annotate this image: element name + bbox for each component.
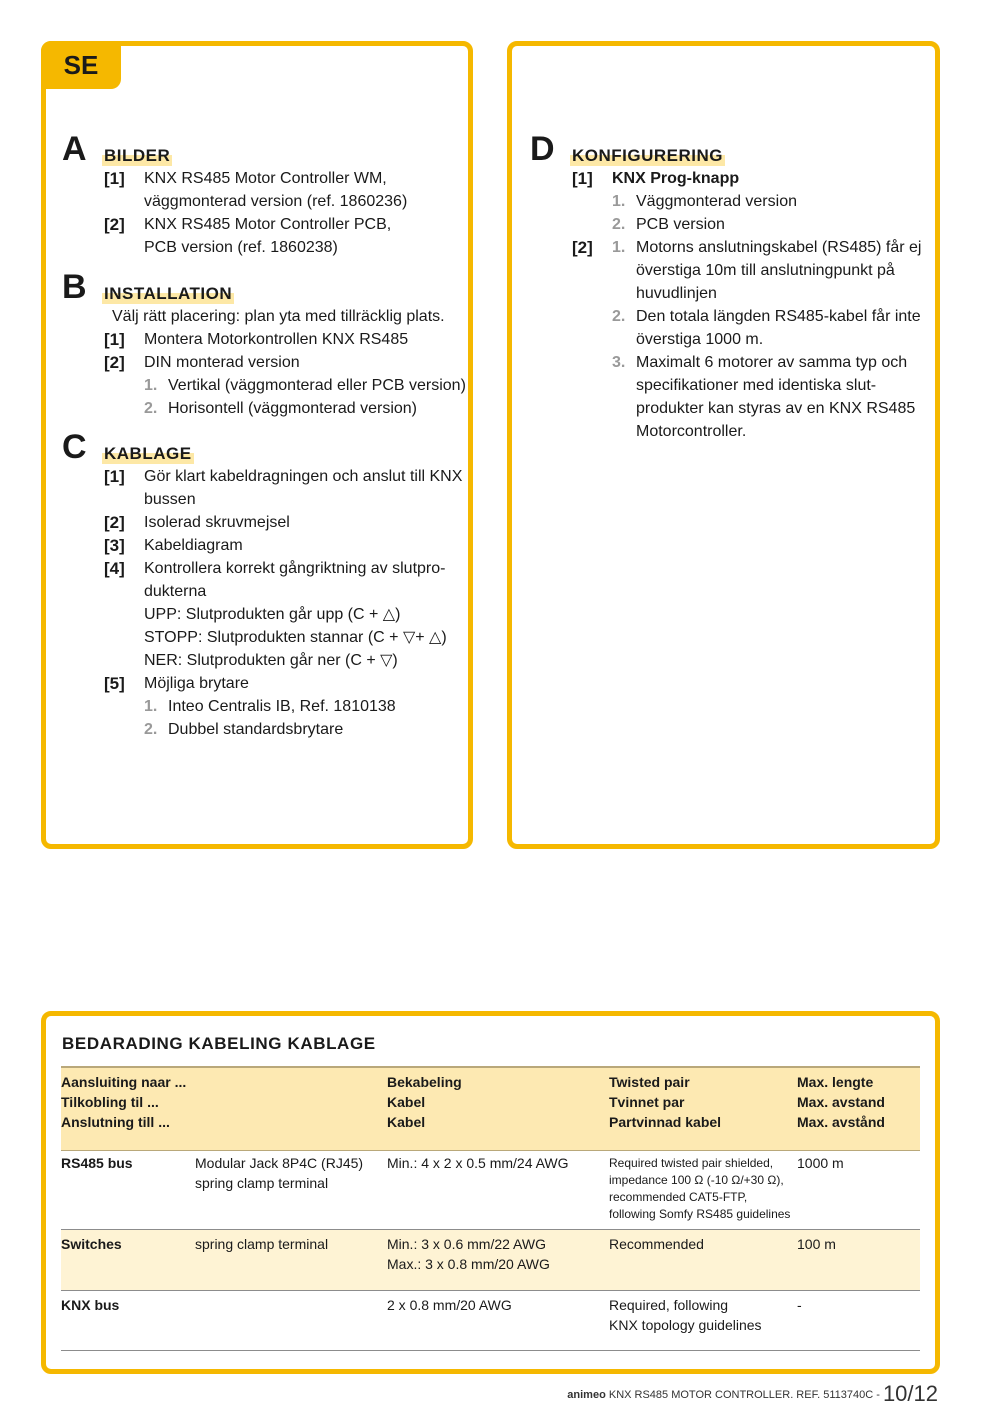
list-item [572,420,932,443]
section-letter: C [62,428,87,466]
item-list [104,465,464,741]
subitem-text: överstiga 1000 m. [636,331,764,348]
row-max: 100 m [797,1236,836,1252]
item-list [572,167,932,443]
header-cell [387,1072,462,1132]
item-number: [1] [104,330,125,349]
section-letter: B [62,268,87,306]
panel-cable-table [41,1011,940,1374]
intro-text: Välj rätt placering: plan yta med tillräcklig plats. [112,308,445,325]
item-text: väggmonterad version (ref. 1860236) [144,193,408,210]
item-text: bussen [144,491,196,508]
header-cell [609,1072,721,1132]
cell-line: impedance 100 Ω (-10 Ω/+30 Ω), [609,1173,784,1187]
item-number: [2] [572,238,593,257]
item-text: Isolerad skruvmejsel [144,514,290,531]
subitem-text: Väggmonterad version [636,193,797,210]
row-twisted [609,1234,704,1254]
table-row [61,1149,920,1229]
table-header [61,1066,920,1151]
list-item [104,305,464,328]
cell-line: Max.: 3 x 0.8 mm/20 AWG [387,1256,550,1272]
item-text: KNX Prog-knapp [612,170,740,187]
subitem-number: 1. [612,239,626,256]
cell-line: 2 x 0.8 mm/20 AWG [387,1297,512,1313]
cell-line: Modular Jack 8P4C (RJ45) [195,1155,364,1171]
header-line: Anslutning till ... [61,1114,170,1130]
item-list [104,305,464,420]
item-text: Montera Motorkontrollen KNX RS485 [144,331,409,348]
section-title: BILDER [104,146,171,165]
subitem-text: Horisontell (väggmonterad version) [168,400,417,417]
section-installation [62,268,466,420]
list-item [572,305,932,328]
list-item [572,328,932,351]
language-tab: SE [41,41,121,89]
list-item [104,351,464,374]
section-kablage [62,430,462,750]
row-connector [195,1234,328,1254]
row-cable [387,1295,512,1315]
list-item [104,397,464,420]
subitem-text: specifikationer med identiska slut- [636,377,877,394]
list-item [572,167,932,190]
list-item [572,374,932,397]
subitem-text: huvudlinjen [636,285,717,302]
subitem-number: 1. [144,377,158,394]
subitem-text: Den totala längden RS485-kabel får inte [636,308,921,325]
list-item [104,557,464,580]
cell-line: Min.: 4 x 2 x 0.5 mm/24 AWG [387,1155,569,1171]
row-cable [387,1234,550,1274]
row-twisted [609,1295,762,1335]
cell-line: Min.: 3 x 0.6 mm/22 AWG [387,1236,546,1252]
list-item [104,488,464,511]
header-line: Twisted pair [609,1074,690,1090]
list-item [104,213,464,236]
row-max: 1000 m [797,1155,844,1171]
list-item [572,259,932,282]
brand-name: animeo [567,1389,606,1401]
cell-line: following Somfy RS485 guidelines [609,1207,791,1221]
row-connector [195,1153,363,1193]
item-text: UPP: Slutprodukten går upp (C + △) [144,606,401,623]
subitem-text: överstiga 10m till anslutningpunkt på [636,262,895,279]
header-line: Kabel [387,1094,426,1110]
panel-left [41,41,473,849]
section-letter: D [530,130,555,168]
item-number: [2] [104,215,125,234]
list-item [104,603,464,626]
row-twisted [609,1155,790,1223]
header-line: Max. avstand [797,1094,885,1110]
item-number: [4] [104,559,125,578]
item-text: Kabeldiagram [144,537,243,554]
cell-line: Required, following [609,1297,729,1313]
list-item [104,236,464,259]
item-text: KNX RS485 Motor Controller WM, [144,170,387,187]
row-name: KNX bus [61,1297,120,1313]
list-item [572,236,932,259]
row-max: - [797,1297,802,1313]
section-title: INSTALLATION [104,284,233,303]
subitem-text: Inteo Centralis IB, Ref. 1810138 [168,698,396,715]
item-text: Gör klart kabeldragningen och anslut till KNX [144,468,463,485]
list-item [104,465,464,488]
header-cell [61,1072,186,1132]
header-line: Max. avstånd [797,1114,885,1130]
subitem-text: Motorns anslutningskabel (RS485) får ej [636,239,922,256]
item-number: [5] [104,674,125,693]
item-text: NER: Slutprodukten går ner (C + ▽) [144,652,398,669]
page-footer [567,1381,938,1407]
header-line: Partvinnad kabel [609,1114,722,1130]
list-item [572,213,932,236]
page-number: 10/12 [882,1381,938,1406]
table-row [61,1230,920,1290]
item-text: PCB version (ref. 1860238) [144,239,338,256]
item-text: dukterna [144,583,207,600]
cell-line: Required twisted pair shielded, [609,1156,774,1170]
subitem-text: Vertikal (väggmonterad eller PCB version) [168,377,466,394]
item-text: Kontrollera korrekt gångriktning av slutpro- [144,560,446,577]
item-text: DIN monterad version [144,354,300,371]
header-line: Tvinnet par [609,1094,685,1110]
subitem-text: produkter kan styras av en KNX RS485 [636,400,916,417]
item-text: Möjliga brytare [144,675,249,692]
list-item [104,374,464,397]
row-name: RS485 bus [61,1155,133,1171]
header-line: Max. lengte [797,1074,874,1090]
subitem-number: 2. [144,721,158,738]
item-text: STOPP: Slutprodukten stannar (C + ▽+ △) [144,629,447,646]
row-cable [387,1153,569,1173]
cell-line: spring clamp terminal [195,1236,329,1252]
row-name: Switches [61,1236,122,1252]
list-item [572,397,932,420]
subitem-number: 1. [144,698,158,715]
list-item [104,328,464,351]
list-item [104,534,464,557]
cell-line: KNX topology guidelines [609,1317,762,1333]
item-number: [3] [104,536,125,555]
cell-line: Recommended [609,1236,704,1252]
subitem-text: Maximalt 6 motorer av samma typ och [636,354,908,371]
list-item [104,695,464,718]
subitem-number: 2. [612,308,626,325]
list-item [104,718,464,741]
item-number: [1] [104,467,125,486]
subitem-text: Motorcontroller. [636,423,747,440]
row-divider [61,1350,920,1351]
list-item [572,282,932,305]
list-item [104,580,464,603]
header-line: Aansluiting naar ... [61,1074,187,1090]
footer-text: KNX RS485 MOTOR CONTROLLER. REF. 5113740C - [605,1389,883,1401]
header-line: Kabel [387,1114,426,1130]
subitem-number: 1. [612,193,626,210]
section-title: KONFIGURERING [572,146,723,165]
subitem-text: Dubbel standardsbrytare [168,721,344,738]
section-title: KABLAGE [104,444,192,463]
header-cell [797,1072,885,1132]
list-item [572,190,932,213]
subitem-number: 2. [612,216,626,233]
cell-line: spring clamp terminal [195,1175,329,1191]
list-item [104,626,464,649]
header-line: Bekabeling [387,1074,462,1090]
item-number: [2] [104,513,125,532]
list-item [104,511,464,534]
table-title: BEDARADING KABELING KABLAGE [62,1034,376,1053]
item-number: [1] [104,169,125,188]
table-row [61,1291,920,1351]
list-item [104,649,464,672]
subitem-number: 3. [612,354,626,371]
item-number: [1] [572,169,593,188]
subitem-number: 2. [144,400,158,417]
list-item [104,672,464,695]
item-list [104,167,464,259]
section-letter: A [62,130,87,168]
section-bilder [62,132,462,262]
header-line: Tilkobling til ... [61,1094,159,1110]
subitem-text: PCB version [636,216,725,233]
item-text: KNX RS485 Motor Controller PCB, [144,216,392,233]
cell-line: recommended CAT5-FTP, [609,1190,748,1204]
list-item [104,190,464,213]
list-item [104,167,464,190]
panel-right [507,41,940,849]
section-konfigurering [530,132,930,452]
item-number: [2] [104,353,125,372]
list-item [572,351,932,374]
